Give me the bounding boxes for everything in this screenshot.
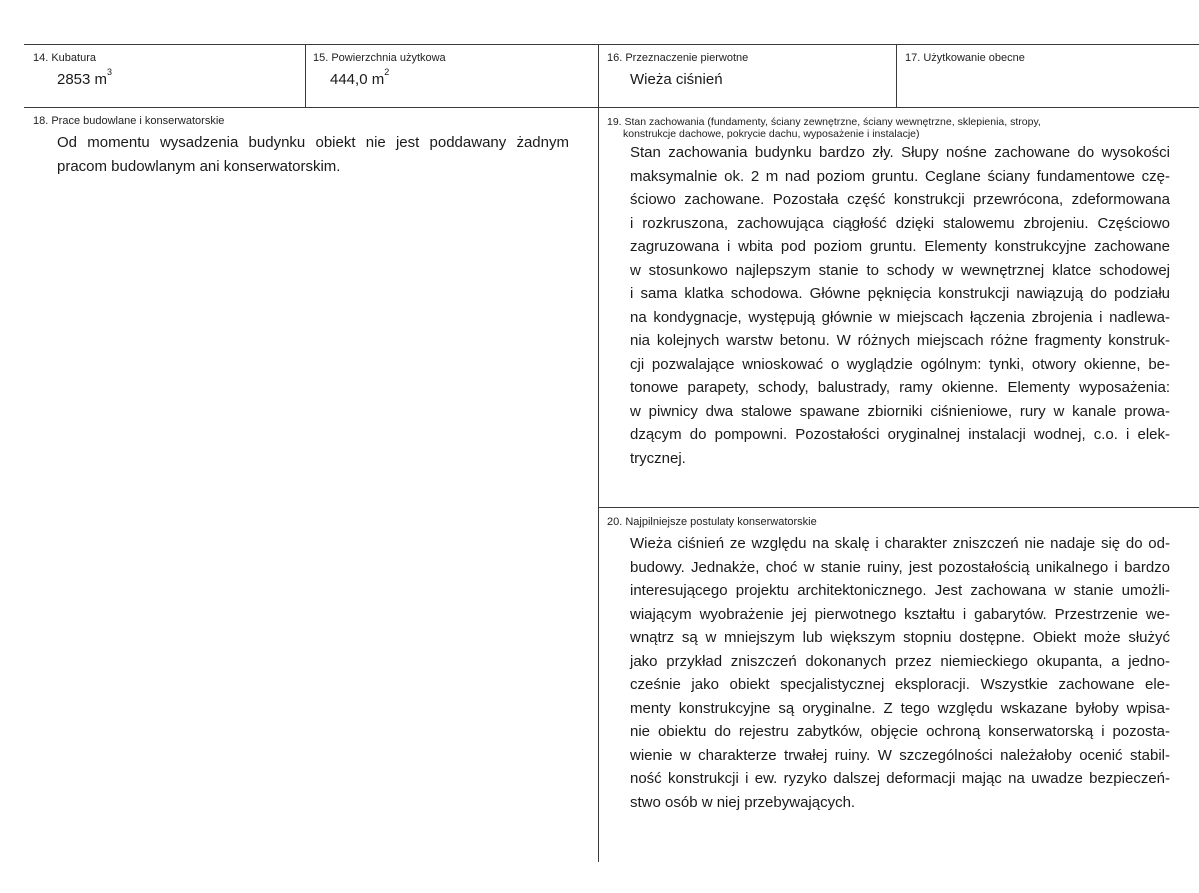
text-line: i sama klatka schodowa. Główne pęknięcia konstrukcji nawiązują do podziału	[630, 285, 1170, 302]
f19-bottom-border	[598, 507, 1199, 508]
top-border	[24, 44, 1199, 45]
text-line: maksymalnie ok. 2 m nad poziom gruntu. Ceglane ściany fundamentowe czę-	[630, 167, 1170, 185]
text-line: wienie w charakterze trwałej ruiny. W szczególności należałoby ocenić stabil-	[630, 746, 1170, 764]
text-line: trycznej.	[630, 449, 686, 467]
text-line: Stan zachowania budynku bardzo zły. Słupy nośne zachowane do wysokości	[630, 144, 1170, 161]
text-line: wnątrz są w mniejszym lub większym stopniu dostępne. Obiekt może służyć	[630, 629, 1170, 646]
divider-16-17	[896, 44, 897, 107]
field-uzytkowanie	[905, 51, 1190, 71]
text-line: jako przykład zniszczeń dokonanych przez niemieckiego okupanta, a jedno-	[630, 652, 1170, 670]
field-stan-zachowania	[607, 116, 1192, 470]
text-line: interesującego projektu architektonicznego. Jest zachowana w stanie umożli-	[630, 582, 1170, 599]
text-line: nia kolejnych warstw betonu. W różnych miejscach różne fragmenty konstruk-	[630, 332, 1170, 349]
divider-14-15	[305, 44, 306, 107]
field-label: 18. Prace budowlane i konserwatorskie	[33, 115, 225, 127]
field-body	[57, 131, 569, 178]
text-line: w stosunkowo najlepszym stanie to schody w wewnętrznej klatce schodowej	[630, 261, 1170, 279]
field-value	[57, 67, 298, 88]
field-label: 20. Najpilniejsze postulaty konserwatorskie	[607, 516, 817, 528]
row1-bottom-border	[24, 107, 1199, 108]
field-body	[630, 141, 1170, 470]
field-przeznaczenie	[607, 51, 892, 88]
field-body	[630, 532, 1170, 814]
text-line: menty konstrukcyjne są oryginalne. Z tego względu wskazane byłoby wpisa-	[630, 699, 1170, 717]
text-line: i rozkruszona, zachowująca ciągłość dzięki stalowemu zbrojeniu. Częściowo	[630, 214, 1170, 232]
text-line: tonowe parapety, schody, balustrady, ramy okienne. Elementy wyposażenia:	[630, 379, 1170, 396]
text-line: na kondygnacje, występują głównie w miejscach łączenia zbrojenia i nadlewa-	[630, 308, 1170, 326]
kubatura-number: 2853 m	[57, 71, 108, 88]
text-line: pracom budowlanym ani konserwatorskim.	[57, 157, 341, 175]
text-line: cji pozwalające wnioskować o wyglądzie ogólnym: tynki, otwory okienne, be-	[630, 355, 1170, 373]
field-label: 15. Powierzchnia użytkowa	[313, 52, 446, 64]
field-powierzchnia	[313, 51, 593, 88]
text-line: cześnie jako obiekt specjalistycznej eksploracji. Wszystkie zachowane ele-	[630, 676, 1170, 693]
field-value: Wieża ciśnień	[630, 71, 723, 88]
powierzchnia-exponent: 2	[384, 67, 390, 77]
text-line: wiającym wyobrażenie jej pierwotnego kształtu i gabarytów. Przestrzenie we-	[630, 605, 1170, 623]
field-value	[330, 67, 593, 88]
field-prace	[33, 114, 588, 178]
text-line: nie obiektu do rejestru zabytków, objęcie ochroną konserwatorską i pozosta-	[630, 723, 1170, 740]
text-line: ściowo zachowane. Pozostała część konstrukcji przewrócona, zdeformowana	[630, 191, 1170, 208]
text-line: ność konstrukcji i ew. ryzyko dalszej deformacji mając na uwadze bezpieczeń-	[630, 770, 1170, 787]
field-label-line: konstrukcje dachowe, pokrycie dachu, wyposażenie i instalacje)	[623, 128, 920, 140]
field-postulaty	[607, 515, 1192, 814]
text-line: stwo osób w niej przebywających.	[630, 793, 856, 811]
text-line: Wieża ciśnień ze względu na skalę i charakter zniszczeń nie nadaje się do od-	[630, 535, 1170, 552]
text-line: zagruzowana i wbita pod poziom gruntu. Elementy konstrukcyjne zachowane	[630, 238, 1170, 255]
field-label: 17. Użytkowanie obecne	[905, 52, 1025, 64]
field-kubatura	[33, 51, 298, 88]
field-label-line: 19. Stan zachowania (fundamenty, ściany zewnętrzne, ściany wewnętrzne, sklepienia, stropy,	[607, 116, 1041, 128]
text-line: Od momentu wysadzenia budynku obiekt nie jest poddawany żadnym	[57, 134, 569, 151]
text-line: dzącym do pompowni. Pozostałości oryginalnej instalacji wodnej, c.o. i elek-	[630, 426, 1170, 443]
field-label: 14. Kubatura	[33, 52, 96, 64]
divider-main	[598, 44, 599, 862]
kubatura-exponent: 3	[107, 67, 113, 77]
text-line: w piwnicy dwa stalowe spawane zbiorniki ciśnieniowe, rury w kanale prowa-	[630, 402, 1170, 420]
field-label: 16. Przeznaczenie pierwotne	[607, 52, 749, 64]
text-line: budowy. Jednakże, choć w stanie ruiny, jest pozostałością unikalnego i bardzo	[630, 558, 1170, 576]
powierzchnia-number: 444,0 m	[330, 71, 385, 88]
